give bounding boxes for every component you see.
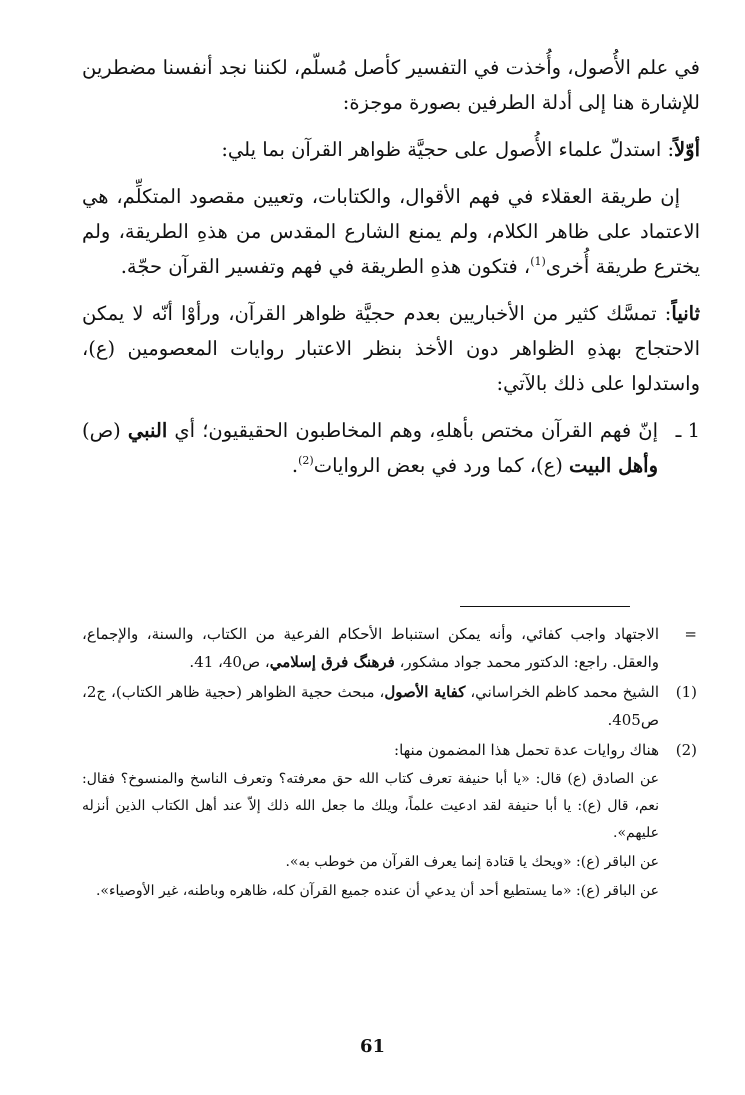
bold-prophet: النبي [127, 419, 168, 442]
list-item [82, 413, 700, 483]
footnote-2-quote-2: عن الباقر (ع): «ويحك يا قتادة إنما يعرف القرآن من خوطب به». [285, 854, 659, 870]
footnote-2-quote-1: عن الصادق (ع) قال: «يا أبا حنيفة تعرف كتاب الله حق معرفته؟ وتعرف الناسخ والمنسوخ؟ فقال: نعم، قال (ع): يا أبا حنيفة لقد ادعيت علماً، ويلك ما جعل الله ذلك إلاّ عند أهل الكتاب الذين أنزله عليهم». [82, 771, 659, 841]
footnote-1-mark: (1) [675, 683, 697, 701]
list-item-end: . [291, 454, 299, 477]
footnote-ref-1[interactable]: (1) [530, 255, 546, 268]
footnote-continued-title: فرهنگ فرق إسلامي [269, 653, 395, 671]
list-item-text-a: إنّ فهم القرآن مختص بأهلهِ، وهم المخاطبون الحقيقيون؛ أي [174, 419, 658, 442]
main-text [82, 50, 700, 483]
footnote-1 [82, 678, 697, 734]
footnotes [82, 620, 697, 907]
heading-second: ثانياً [671, 302, 700, 325]
footnote-1-title: كفاية الأصول [384, 683, 466, 701]
footnote-continued-text-a: الاجتهاد واجب كفائي، وأنه يمكن استنباط الأحكام الفرعية من الكتاب، والسنة، والإجماع، والعقل. راجع: الدكتور محمد جواد مشكور، [82, 625, 659, 671]
footnote-2 [82, 736, 697, 905]
second-argument-text: : تمسَّك كثير من الأخباريين بعدم حجيَّة ظواهر القرآن، ورأوْا أنّه لا يمكن الاحتجاج بهذهِ الظواهر دون الأخذ بنظر الاعتبار روايات المعصومين (ع)، واستدلوا على ذلك بالآتي: [82, 302, 700, 395]
footnote-1-text [82, 678, 659, 734]
footnote-separator [460, 606, 630, 607]
list-item-number: 1 ـ [675, 419, 700, 442]
paragraph-reasoning [82, 179, 700, 284]
footnote-2-quote-3: عن الباقر (ع): «ما يستطيع أحد أن يدعي أن عنده جميع القرآن كله، ظاهره وباطنه، غير الأوصياء». [95, 883, 659, 899]
footnote-2-mark: (2) [675, 741, 697, 759]
footnote-continued [82, 620, 697, 676]
footnote-continued-mark: = [684, 625, 697, 643]
footnote-2-body [82, 736, 659, 905]
paragraph-second-argument [82, 296, 700, 401]
heading-first: أوّلاً [674, 138, 700, 161]
footnote-continued-text [82, 620, 659, 676]
paragraph-intro: في علم الأُصول، وأُخذت في التفسير كأصل مُسلّم، لكننا نجد أنفسنا مضطرين للإشارة هنا إلى أدلة الطرفين بصورة موجزة: [82, 56, 700, 114]
list-item-text-c: (ع)، كما ورد في بعض الروايات [313, 454, 570, 477]
footnote-1-body [82, 678, 659, 734]
reasoning-text-a: إن طريقة العقلاء في فهم الأقوال، والكتابات، وتعيين مقصود المتكلِّم، هي الاعتماد على ظاهر الكلام، ولم يمنع الشارع المقدس من هذهِ الطريقة، ولم يخترع طريقة أُخرى [82, 185, 700, 278]
list-item-text [82, 413, 658, 483]
first-argument-text: : استدلّ علماء الأُصول على حجيَّة ظواهر القرآن بما يلي: [221, 138, 675, 161]
footnote-ref-2[interactable]: (2) [298, 454, 314, 467]
footnote-continued-text-b: ، ص40، 41. [189, 653, 270, 671]
footnote-1-text-b: ، مبحث حجية الظواهر (حجية ظاهر الكتاب)، ج2، ص405. [82, 683, 659, 729]
footnote-2-intro: هناك روايات عدة تحمل هذا المضمون منها: [394, 741, 659, 759]
page-number: 61 [359, 1036, 386, 1057]
reasoning-text-b: ، فتكون هذهِ الطريقة في فهم وتفسير القرآن حجّة. [120, 255, 531, 278]
paragraph-first-argument [82, 132, 700, 167]
footnote-1-text-a: الشيخ محمد كاظم الخراساني، [465, 683, 659, 701]
list-item-text-b: (ص) [82, 419, 128, 442]
footnote-continued-body [82, 620, 659, 676]
bold-ahl-albayt: وأهل البيت [569, 454, 658, 477]
